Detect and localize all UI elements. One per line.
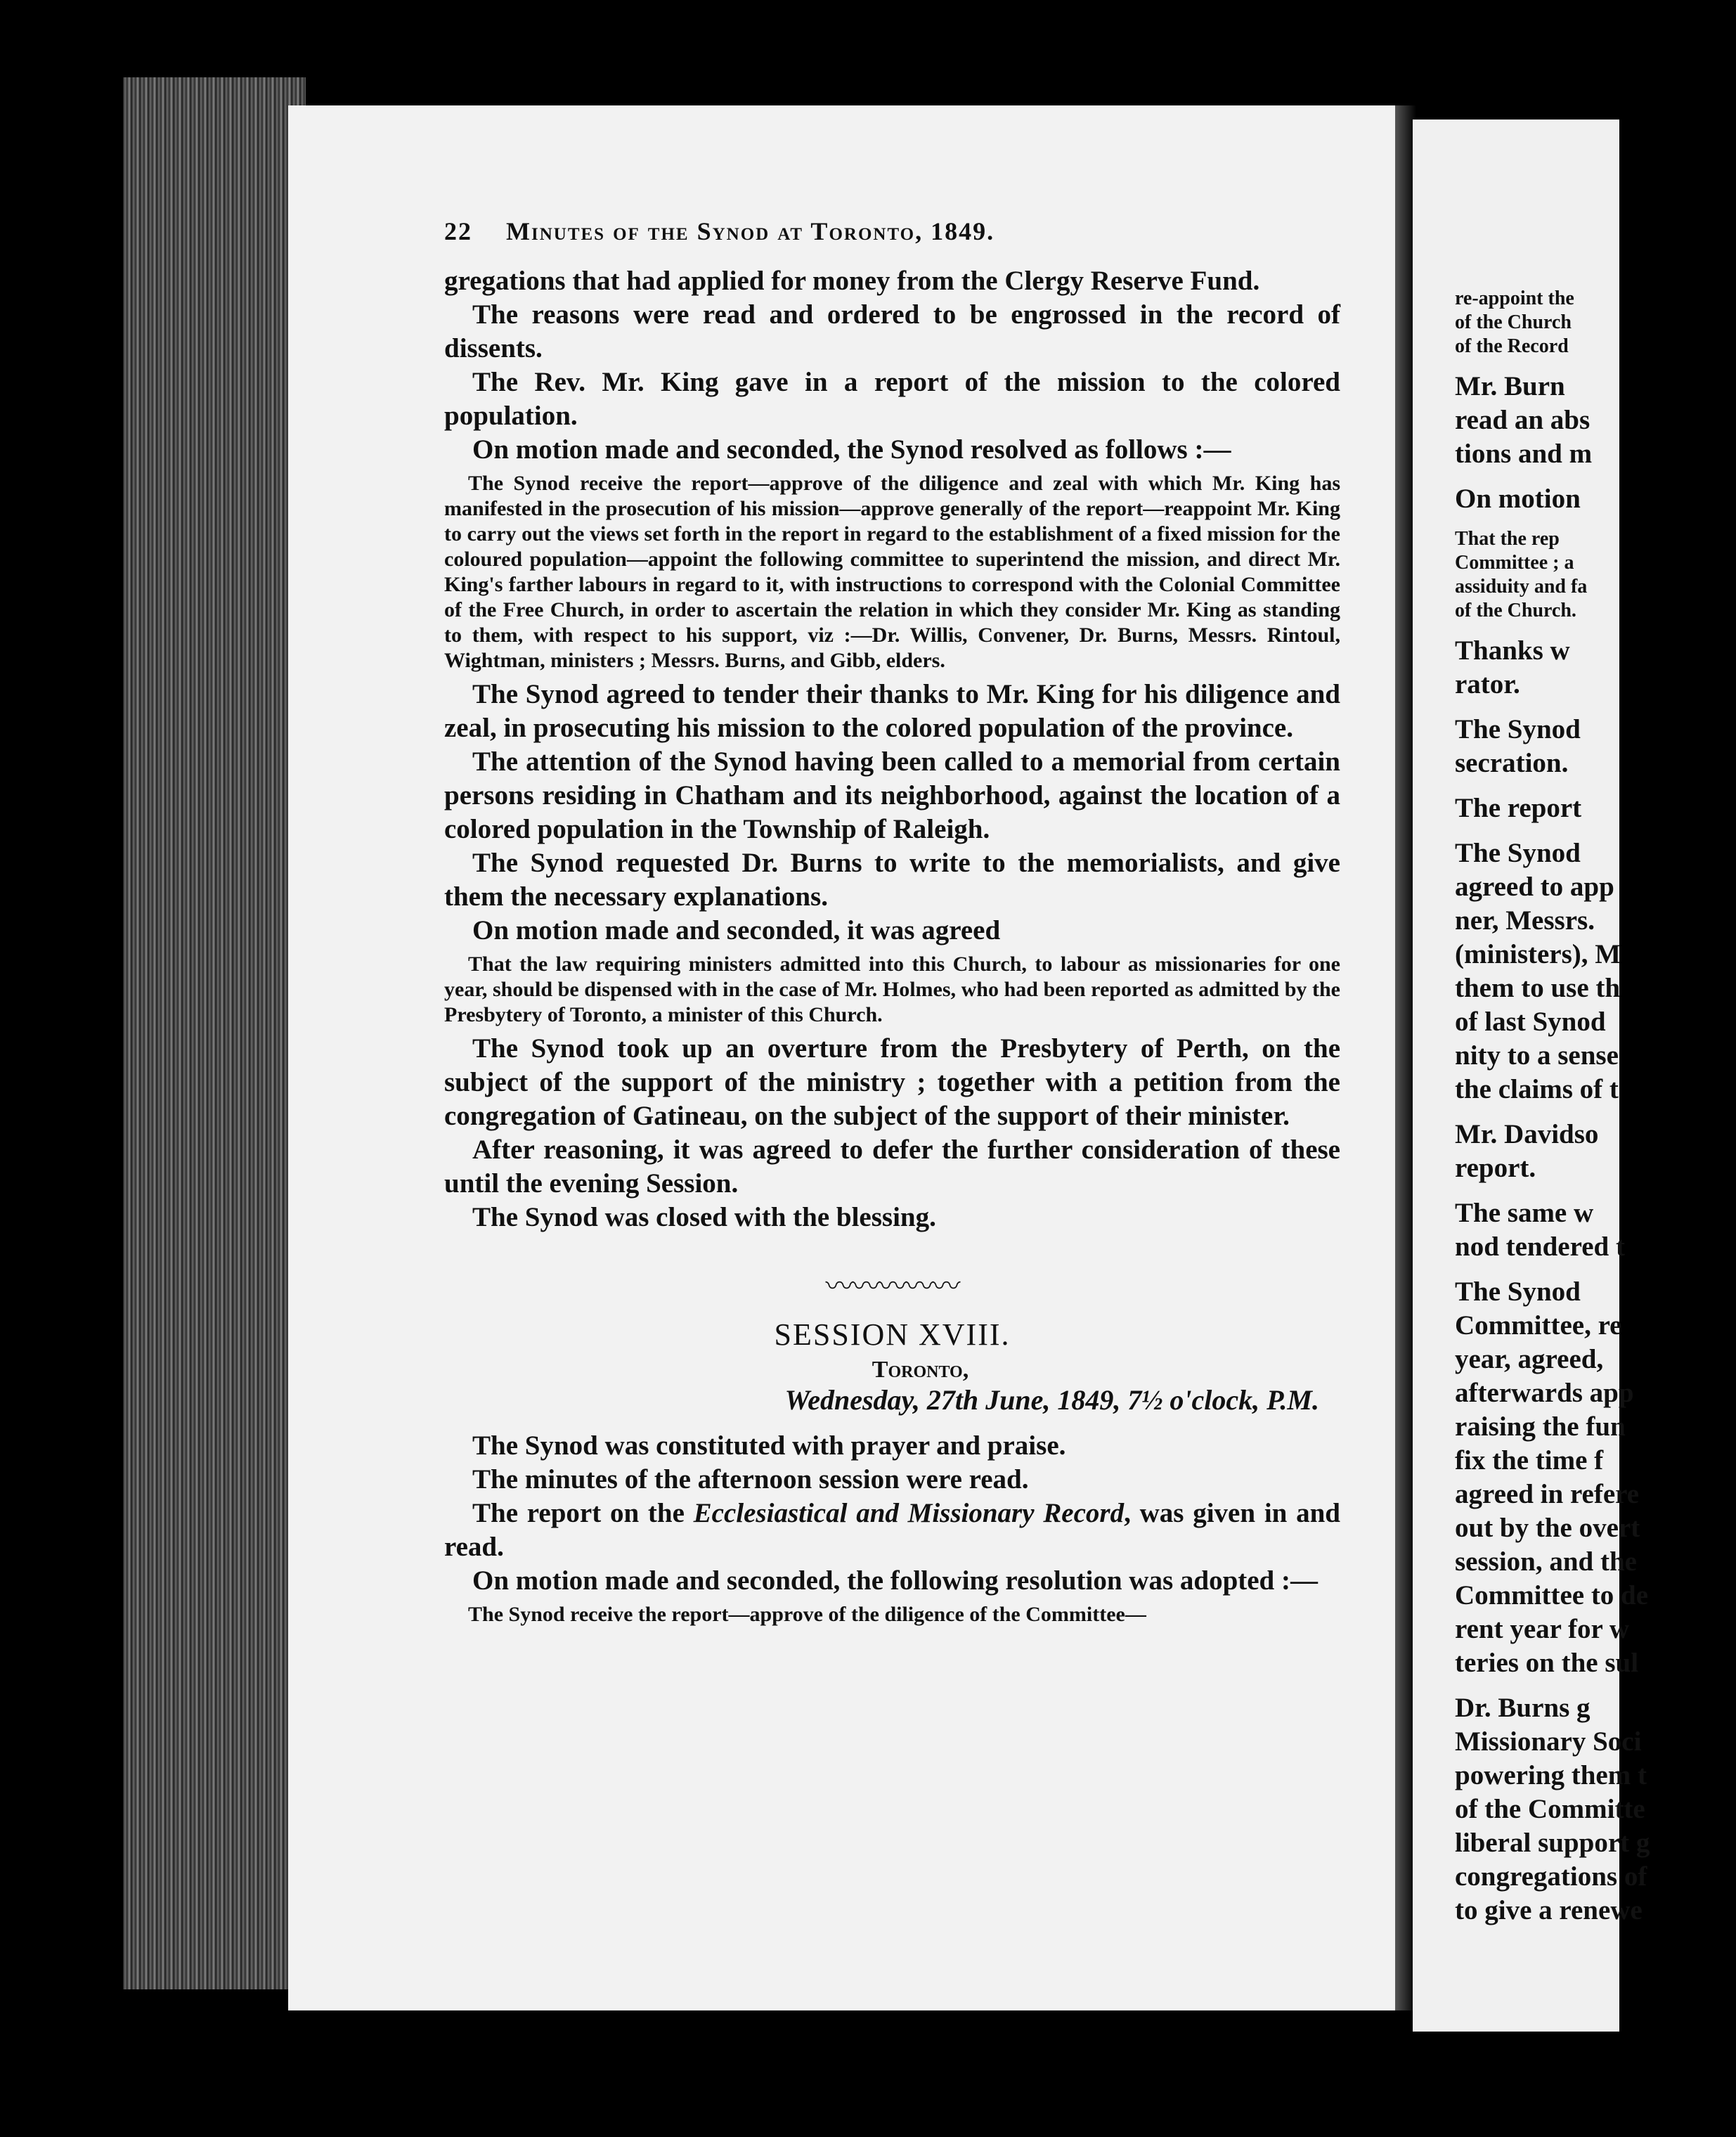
- right-page-line: nod tendered t: [1455, 1232, 1625, 1262]
- right-page-line: liberal support g: [1455, 1828, 1650, 1858]
- paragraph: On motion made and seconded, the following resolution was adopted :—: [472, 1565, 1318, 1596]
- right-page-line: Committee ; a: [1455, 552, 1574, 574]
- right-page-line: session, and the: [1455, 1547, 1637, 1577]
- paragraph: The Rev. Mr. King gave in a report of the mission to the colored population.: [444, 367, 1340, 431]
- running-head-title: Minutes of the Synod at Toronto, 1849.: [506, 217, 995, 245]
- right-page-line: agreed to app: [1455, 872, 1614, 902]
- paragraph: The minutes of the afternoon session were read.: [472, 1464, 1029, 1494]
- running-head: [444, 217, 1340, 246]
- final-resolution: The Synod receive the report—approve of the diligence of the Committee—: [468, 1603, 1146, 1626]
- right-page-line: out by the overt: [1455, 1513, 1640, 1543]
- right-page-line: The Synod: [1455, 714, 1581, 744]
- right-page-line: year, agreed,: [1455, 1344, 1604, 1374]
- session-date: Wednesday, 27th June, 1849, 7½ o'clock, P.M.: [784, 1384, 1319, 1416]
- right-page-line: Mr. Burn: [1455, 371, 1565, 401]
- right-page-line: Dr. Burns g: [1455, 1693, 1591, 1723]
- page-number: 22: [444, 217, 472, 245]
- line-gap: [1455, 359, 1736, 370]
- right-page-line: teries on the sul: [1455, 1648, 1639, 1678]
- right-page-line: report.: [1455, 1153, 1536, 1183]
- right-page-line: of the Church: [1455, 311, 1572, 333]
- line-gap: [1455, 516, 1736, 527]
- right-page-line: of last Synod: [1455, 1007, 1606, 1037]
- paragraph: The Synod was constituted with prayer and praise.: [472, 1431, 1066, 1461]
- session-place: Toronto,: [872, 1357, 969, 1383]
- left-page-text: [444, 217, 1340, 1632]
- right-page-line: The Synod: [1455, 1277, 1581, 1307]
- right-page-line: Committee to de: [1455, 1580, 1649, 1610]
- paragraph: The Synod was closed with the blessing.: [472, 1202, 936, 1232]
- line-gap: [1455, 1264, 1736, 1275]
- right-page-line: ner, Messrs.: [1455, 905, 1595, 936]
- line-gap: [1455, 1185, 1736, 1196]
- right-page-line: afterwards app: [1455, 1378, 1634, 1408]
- right-page-line: nity to a sense: [1455, 1040, 1619, 1071]
- record-paragraph: [444, 1497, 1340, 1564]
- paragraph: The reasons were read and ordered to be engrossed in the record of dissents.: [444, 299, 1340, 363]
- right-page-line: Mr. Davidso: [1455, 1119, 1599, 1149]
- line-gap: [1455, 623, 1736, 634]
- right-page-line: tions and m: [1455, 439, 1593, 469]
- paragraph: The Synod requested Dr. Burns to write to the memorialists, and give them the necessary explanations.: [444, 848, 1340, 912]
- right-page-line: re-appoint the: [1455, 288, 1574, 309]
- right-page-line: Committee, re: [1455, 1310, 1622, 1341]
- right-page-line: The report: [1455, 793, 1582, 823]
- record-title: Ecclesiastical and Missionary Record: [693, 1498, 1125, 1528]
- paragraph: gregations that had applied for money from the Clergy Reserve Fund.: [444, 266, 1260, 296]
- line-gap: [1455, 702, 1736, 713]
- resolution-holmes: That the law requiring ministers admitted into this Church, to labour as missionaries for one year, should be dispensed with in the case of Mr. Holmes, who had been reported as admitted by the Presbytery of Toronto, a minister of this Church.: [444, 953, 1340, 1026]
- right-page-line: secration.: [1455, 748, 1569, 778]
- right-page-line: That the rep: [1455, 528, 1560, 550]
- right-page-line: Thanks w: [1455, 635, 1570, 666]
- paragraph: The Synod agreed to tender their thanks to Mr. King for his diligence and zeal, in prosecuting his mission to the colored population of the province.: [444, 679, 1340, 743]
- paragraph: The Synod took up an overture from the Presbytery of Perth, on the subject of the support of the ministry ; together with a petition from the congregation of Gatineau, on the subject of the support of their minister.: [444, 1033, 1340, 1131]
- ornament-divider: 〰〰〰〰〰: [825, 1270, 959, 1302]
- session-title: SESSION XVIII.: [774, 1317, 1011, 1352]
- right-page-line: rator.: [1455, 669, 1520, 699]
- right-page-line: agreed in refere: [1455, 1479, 1640, 1509]
- line-gap: [1455, 825, 1736, 837]
- right-page-line: of the Record: [1455, 335, 1569, 357]
- right-page-line: The Synod: [1455, 838, 1581, 868]
- right-page-line: of the Committe: [1455, 1794, 1645, 1824]
- paragraph: On motion made and seconded, it was agreed: [472, 915, 1001, 945]
- right-page-line: fix the time f: [1455, 1445, 1604, 1476]
- paragraph: The attention of the Synod having been called to a memorial from certain persons residing in Chatham and its neighborhood, against the location of a colored population in the Township of Raleigh.: [444, 747, 1340, 844]
- line-gap: [1455, 1680, 1736, 1691]
- resolution-king: The Synod receive the report—approve of the diligence and zeal with which Mr. King has manifested in the prosecution of his mission—approve generally of the report—reappoint Mr. King to carry out the views set forth in the report in regard to the establishment of a fixed mission for the coloured population—appoint the following committee to superintend the mission, and direct Mr. King's farther labours in regard to it, with instructions to correspond with the Colonial Committee of the Free Church, in order to ascertain the relation in which they consider Mr. King as standing to them, with respect to his support, viz :—Dr. Willis, Convener, Dr. Burns, Messrs. Rintoul, Wightman, ministers ; Messrs. Burns, and Gibb, elders.: [444, 472, 1340, 672]
- line-gap: [1455, 1106, 1736, 1118]
- record-text-before: The report on the: [472, 1498, 694, 1528]
- right-page: [1413, 120, 1650, 2032]
- line-gap: [1455, 471, 1736, 482]
- right-page-line: (ministers), M: [1455, 939, 1621, 969]
- right-page-line: powering them t: [1455, 1760, 1647, 1790]
- left-page: [288, 105, 1395, 2010]
- right-page-line: assiduity and fa: [1455, 576, 1588, 598]
- right-page-text: [1455, 287, 1736, 1928]
- right-page-line: them to use th: [1455, 973, 1621, 1003]
- right-page-line: Missionary Soci: [1455, 1726, 1642, 1757]
- right-page-line: to give a renewe: [1455, 1895, 1643, 1925]
- record-text-after: , was given in and read.: [444, 1498, 1340, 1562]
- right-page-line: of the Church.: [1455, 600, 1576, 621]
- right-page-line: read an abs: [1455, 405, 1591, 435]
- right-page-line: rent year for w: [1455, 1614, 1630, 1644]
- paragraph: After reasoning, it was agreed to defer the further consideration of these until the evening Session.: [444, 1135, 1340, 1199]
- line-gap: [1455, 780, 1736, 792]
- right-page-line: the claims of t: [1455, 1074, 1619, 1104]
- right-page-line: The same w: [1455, 1198, 1594, 1228]
- page-edges: [123, 77, 306, 1989]
- right-page-line: On motion: [1455, 484, 1581, 514]
- right-page-line: raising the fun: [1455, 1412, 1626, 1442]
- right-page-line: congregations of: [1455, 1861, 1647, 1892]
- paragraph: On motion made and seconded, the Synod resolved as follows :—: [472, 434, 1231, 465]
